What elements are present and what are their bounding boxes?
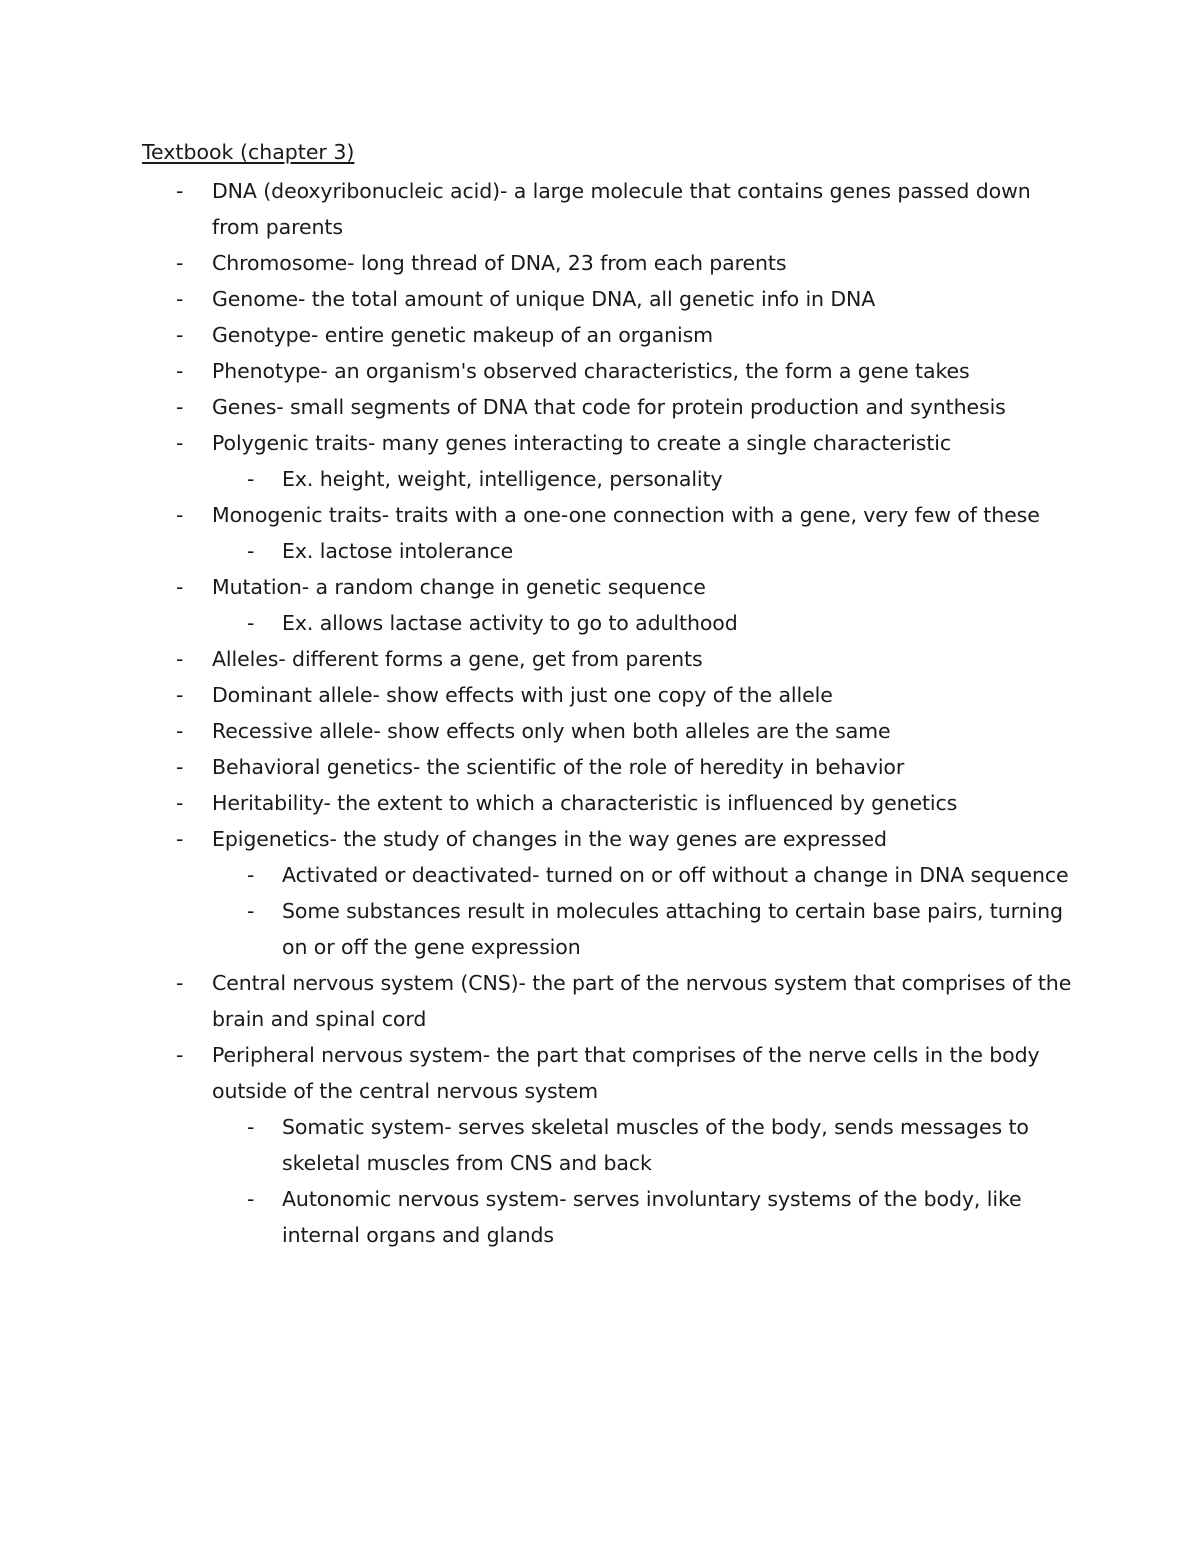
list-item bbox=[0, 353, 1072, 389]
dash-bullet-icon: - bbox=[247, 1187, 255, 1211]
list-item-text: Mutation- a random change in genetic sequence bbox=[212, 575, 706, 599]
dash-bullet-icon: - bbox=[176, 755, 184, 779]
list-item-text: Genes- small segments of DNA that code for protein production and synthesis bbox=[212, 395, 1006, 419]
list-item-text: Central nervous system (CNS)- the part of the nervous system that comprises of the brain and spinal cord bbox=[212, 971, 1072, 1031]
list-item-text: Genotype- entire genetic makeup of an organism bbox=[212, 323, 714, 347]
list-item-text: Ex. height, weight, intelligence, personality bbox=[282, 467, 723, 491]
sub-list-item bbox=[0, 893, 1072, 965]
notes-list bbox=[0, 173, 1200, 1253]
list-item-text: Somatic system- serves skeletal muscles of the body, sends messages to skeletal muscles from CNS and back bbox=[282, 1115, 1029, 1175]
list-item bbox=[0, 749, 1072, 785]
dash-bullet-icon: - bbox=[176, 827, 184, 851]
sub-list-item bbox=[0, 533, 1072, 569]
sub-list-item bbox=[0, 605, 1072, 641]
page-title: Textbook (chapter 3) bbox=[142, 140, 355, 164]
dash-bullet-icon: - bbox=[176, 503, 184, 527]
list-item-text: Ex. lactose intolerance bbox=[282, 539, 514, 563]
list-item bbox=[0, 821, 1072, 857]
dash-bullet-icon: - bbox=[176, 287, 184, 311]
list-item-text: Phenotype- an organism's observed characteristics, the form a gene takes bbox=[212, 359, 970, 383]
dash-bullet-icon: - bbox=[176, 395, 184, 419]
list-item bbox=[0, 713, 1072, 749]
list-item-text: Epigenetics- the study of changes in the way genes are expressed bbox=[212, 827, 887, 851]
list-item-text: Behavioral genetics- the scientific of the role of heredity in behavior bbox=[212, 755, 905, 779]
dash-bullet-icon: - bbox=[176, 359, 184, 383]
dash-bullet-icon: - bbox=[176, 1043, 184, 1067]
dash-bullet-icon: - bbox=[247, 863, 255, 887]
dash-bullet-icon: - bbox=[176, 791, 184, 815]
list-item bbox=[0, 425, 1072, 461]
list-item-text: Activated or deactivated- turned on or off without a change in DNA sequence bbox=[282, 863, 1069, 887]
sub-list-item bbox=[0, 1181, 1072, 1253]
list-item bbox=[0, 641, 1072, 677]
list-item bbox=[0, 173, 1072, 245]
list-item-text: Recessive allele- show effects only when both alleles are the same bbox=[212, 719, 891, 743]
dash-bullet-icon: - bbox=[176, 431, 184, 455]
dash-bullet-icon: - bbox=[176, 647, 184, 671]
list-item bbox=[0, 281, 1072, 317]
list-item-text: Some substances result in molecules attaching to certain base pairs, turning on or off the gene expression bbox=[282, 899, 1063, 959]
list-item bbox=[0, 785, 1072, 821]
list-item bbox=[0, 677, 1072, 713]
dash-bullet-icon: - bbox=[247, 899, 255, 923]
dash-bullet-icon: - bbox=[176, 971, 184, 995]
list-item bbox=[0, 245, 1072, 281]
list-item bbox=[0, 317, 1072, 353]
list-item-text: Dominant allele- show effects with just one copy of the allele bbox=[212, 683, 833, 707]
dash-bullet-icon: - bbox=[176, 683, 184, 707]
sub-list-item bbox=[0, 461, 1072, 497]
dash-bullet-icon: - bbox=[176, 575, 184, 599]
dash-bullet-icon: - bbox=[176, 251, 184, 275]
list-item bbox=[0, 569, 1072, 605]
dash-bullet-icon: - bbox=[247, 611, 255, 635]
dash-bullet-icon: - bbox=[247, 539, 255, 563]
dash-bullet-icon: - bbox=[247, 467, 255, 491]
list-item-text: Genome- the total amount of unique DNA, all genetic info in DNA bbox=[212, 287, 876, 311]
sub-list-item bbox=[0, 1109, 1072, 1181]
dash-bullet-icon: - bbox=[176, 719, 184, 743]
list-item-text: Peripheral nervous system- the part that comprises of the nerve cells in the body outside of the central nervous system bbox=[212, 1043, 1040, 1103]
list-item-text: Chromosome- long thread of DNA, 23 from each parents bbox=[212, 251, 787, 275]
dash-bullet-icon: - bbox=[176, 323, 184, 347]
list-item bbox=[0, 1037, 1072, 1109]
list-item bbox=[0, 497, 1072, 533]
list-item-text: Heritability- the extent to which a characteristic is influenced by genetics bbox=[212, 791, 958, 815]
list-item-text: Autonomic nervous system- serves involuntary systems of the body, like internal organs and glands bbox=[282, 1187, 1022, 1247]
sub-list-item bbox=[0, 857, 1072, 893]
dash-bullet-icon: - bbox=[176, 179, 184, 203]
list-item-text: Monogenic traits- traits with a one-one connection with a gene, very few of these bbox=[212, 503, 1040, 527]
list-item-text: Polygenic traits- many genes interacting to create a single characteristic bbox=[212, 431, 952, 455]
list-item-text: Ex. allows lactase activity to go to adulthood bbox=[282, 611, 738, 635]
list-item-text: DNA (deoxyribonucleic acid)- a large molecule that contains genes passed down from parents bbox=[212, 179, 1031, 239]
list-item bbox=[0, 965, 1072, 1037]
list-item bbox=[0, 389, 1072, 425]
list-item-text: Alleles- different forms a gene, get from parents bbox=[212, 647, 703, 671]
dash-bullet-icon: - bbox=[247, 1115, 255, 1139]
